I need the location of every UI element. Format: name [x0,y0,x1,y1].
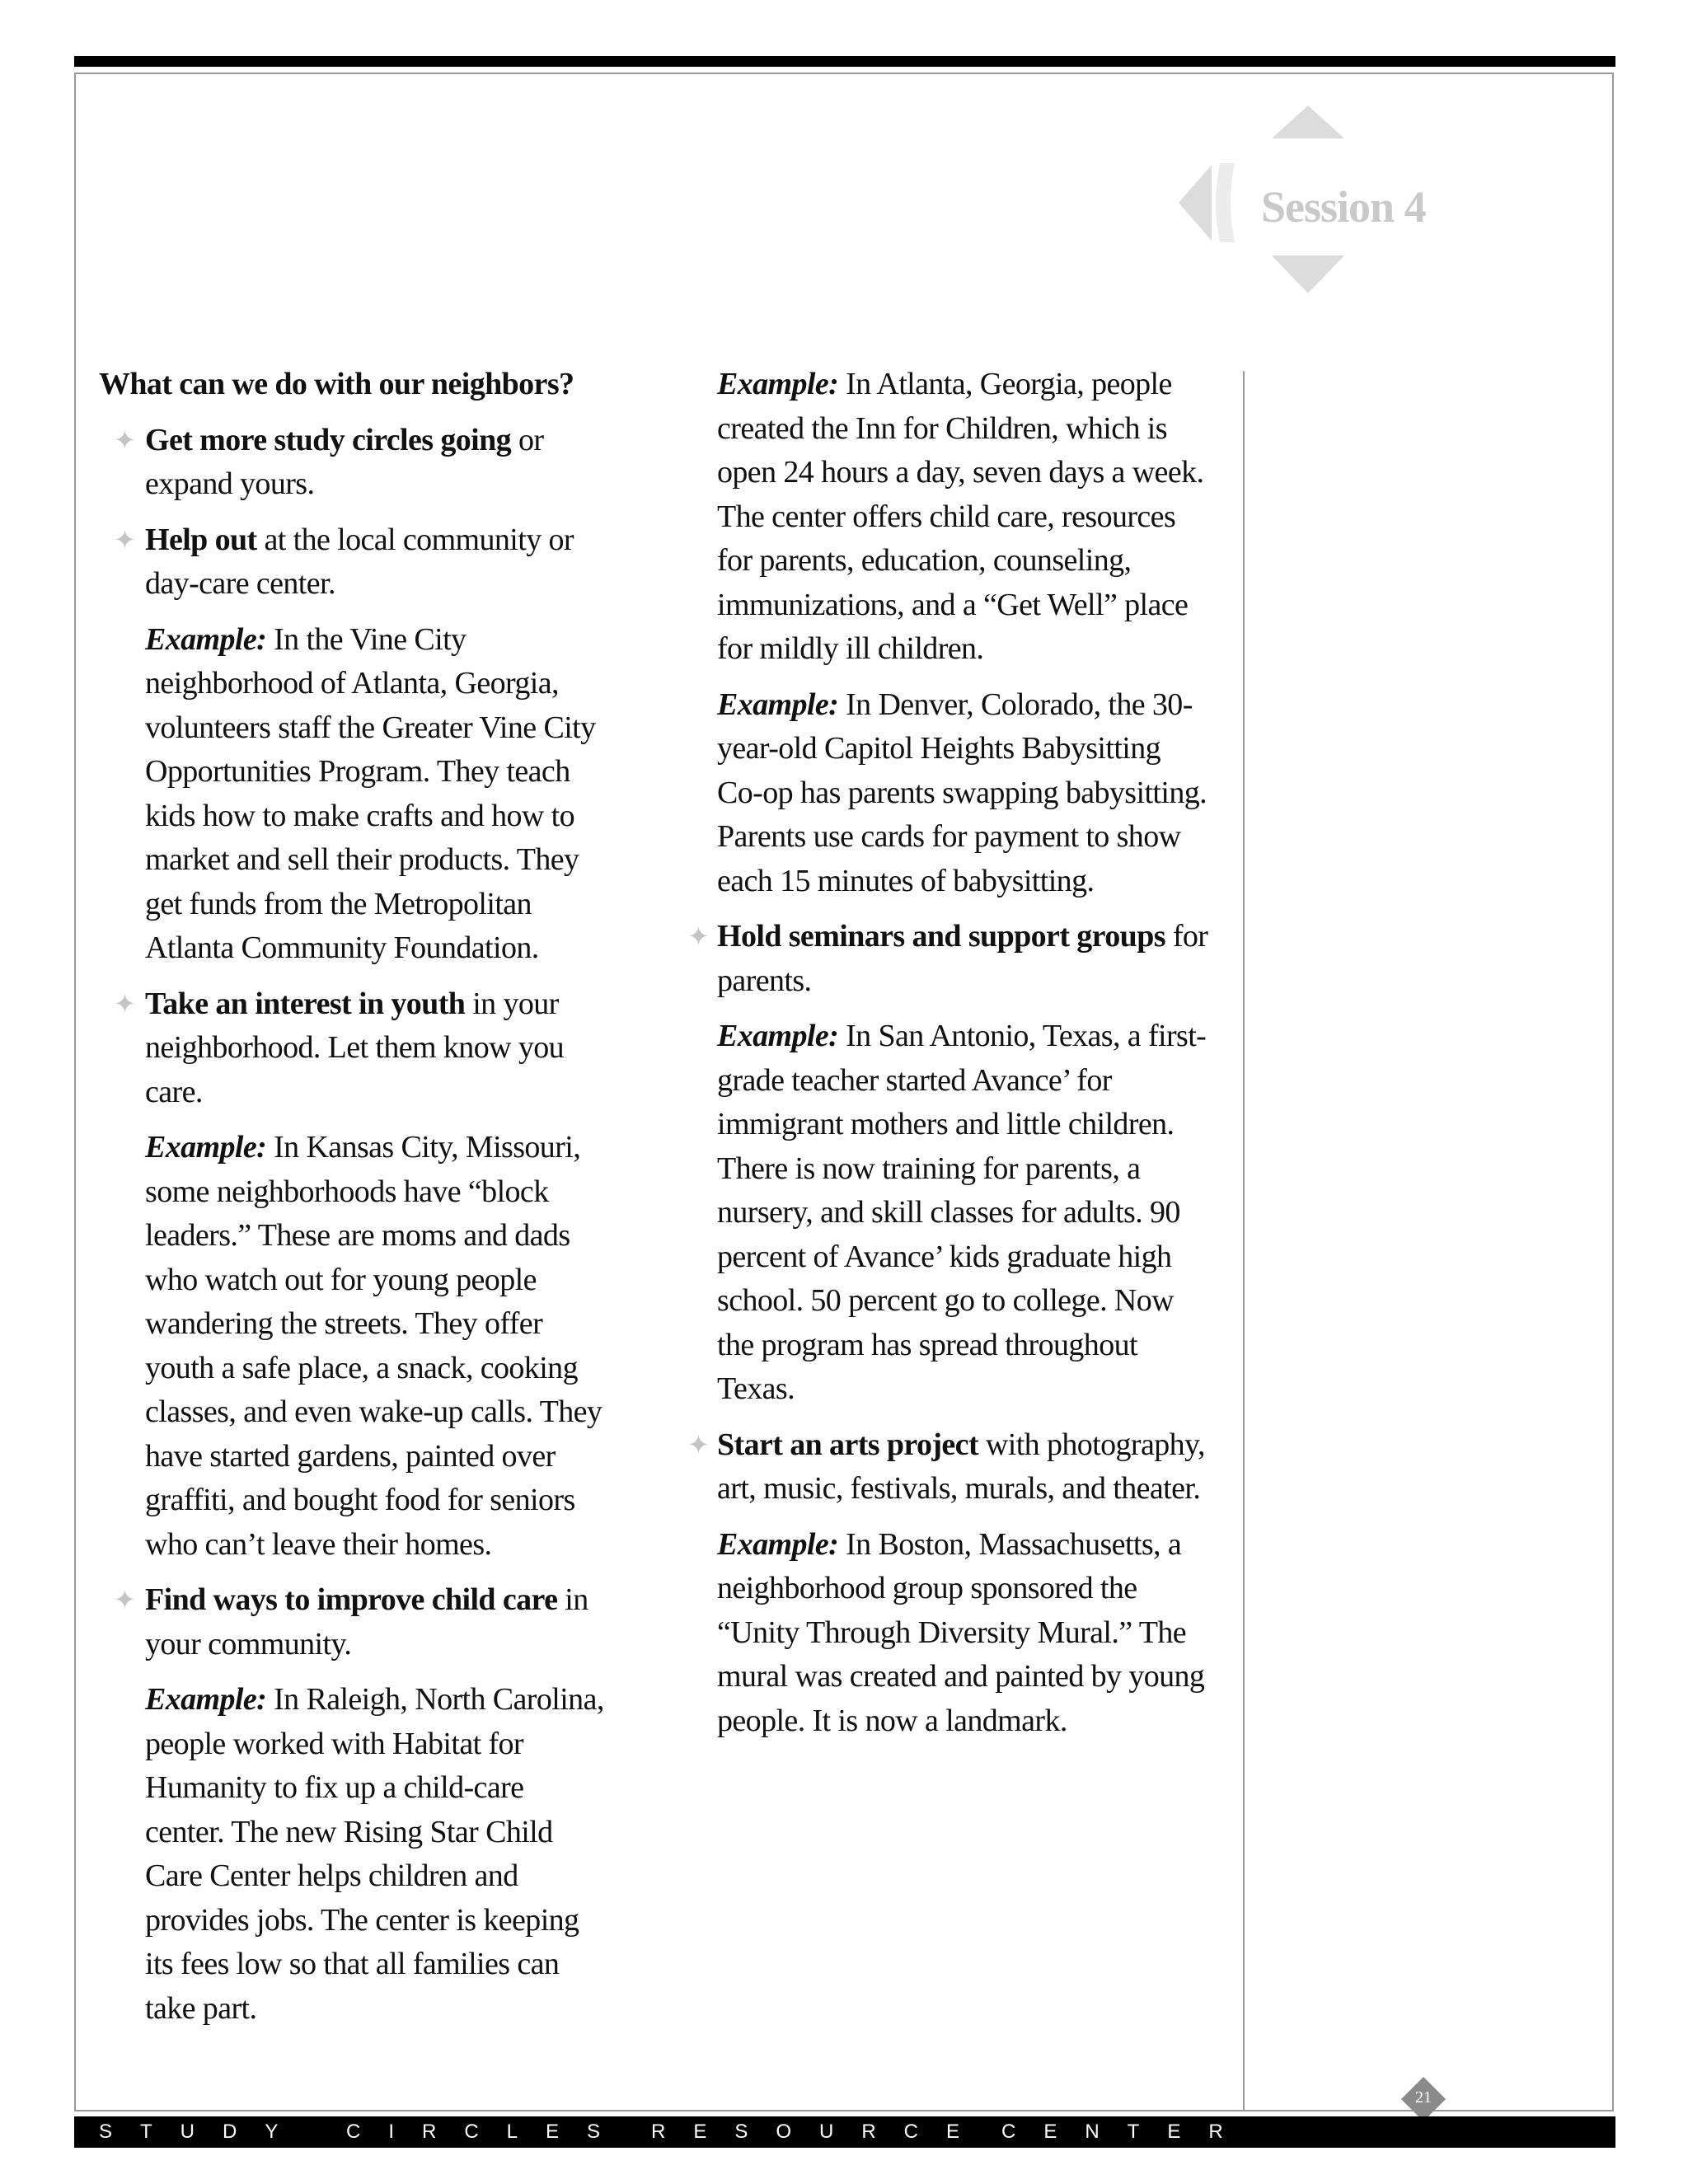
item-text: or expand yours. [145,422,544,501]
left-column [99,363,610,2042]
item-lead: Start an arts project [717,1427,979,1462]
list-item [99,419,610,507]
example-label: Example: [145,621,267,657]
page-number: 21 [1415,2088,1432,2107]
column-divider [1243,371,1245,2111]
list-item [687,915,1212,1003]
example-text: In Raleigh, North Carolina, people worked with Habitat for Humanity to fix up a child-care center. The new Rising Star Child Care Center helps children and provides jobs. The center is keeping its fees low so that all families can take part. [145,1682,604,2026]
session-badge [1179,105,1451,303]
example-label: Example: [145,1682,267,1717]
footer-word: RESOURCE [651,2121,988,2143]
diamond-bullet-icon: ✦ [114,1585,136,1615]
item-lead: Get more study circles going [145,422,512,457]
example-paragraph [717,1523,1212,1744]
item-lead: Help out [145,522,257,557]
item-text: for parents. [717,919,1208,998]
list-item [99,1578,610,1666]
diamond-bullet-icon: ✦ [687,1429,710,1460]
example-text: In San Antonio, Texas, a first-grade teacher started Avance’ for immigrant mothers and little children. There is now training for parents, a nursery, and skill classes for adults. 90 percent of Avance’ kids graduate high school. 50 percent go to college. Now the program has spread throughout Texas. [717,1019,1207,1406]
example-paragraph [717,1015,1212,1412]
diamond-bullet-icon: ✦ [114,988,136,1019]
example-paragraph [99,1678,610,2031]
example-label: Example: [145,1130,267,1165]
diamond-bullet-icon: ✦ [114,524,136,555]
list-item [99,518,610,607]
diamond-bullet-icon: ✦ [114,424,136,455]
item-lead: Take an interest in youth [145,986,466,1021]
example-label: Example: [717,687,839,722]
example-text: In Denver, Colorado, the 30-year-old Capitol Heights Babysitting Co-op has parents swapping babysitting. Parents use cards for payment to show each 15 minutes of babysitting. [717,687,1207,898]
example-paragraph [717,363,1212,672]
right-column [687,363,1212,1755]
example-text: In Kansas City, Missouri, some neighborhoods have “block leaders.” These are moms and dads who watch out for young people wandering the streets. They offer youth a safe place, a snack, cooking classes, and even wake-up calls. They have started gardens, painted over graffiti, and bought food for seniors who can’t leave their homes. [145,1130,603,1562]
example-label: Example: [717,1019,839,1053]
list-item [99,982,610,1115]
footer-word: CENTER [1001,2121,1251,2143]
example-text: In the Vine City neighborhood of Atlanta, Georgia, volunteers staff the Greater Vine City Opportunities Program. They teach kids how to make crafts and how to market and sell their products. They get funds from the Metropolitan Atlanta Community Foundation. [145,621,596,965]
example-paragraph [99,618,610,971]
item-lead: Hold seminars and support groups [717,919,1165,954]
item-lead: Find ways to improve child care [145,1582,558,1617]
example-label: Example: [717,1526,839,1562]
footer-word: STUDY [99,2121,307,2143]
example-label: Example: [717,367,839,401]
example-paragraph [99,1126,610,1567]
section-heading: What can we do with our neighbors? [99,367,574,401]
example-text: In Atlanta, Georgia, people created the Inn for Children, which is open 24 hours a day, seven days a week. The center offers child care, resources for parents, education, counseling, immunizations, and a “Get Well” place for mildly ill children. [717,367,1204,666]
example-paragraph [717,683,1212,904]
item-text: in your neighborhood. Let them know you care. [145,986,565,1109]
session-label: Session 4 [1261,182,1426,232]
example-text: In Boston, Massachusetts, a neighborhood group sponsored the “Unity Through Diversity Mural.” The mural was created and painted by young people. It is now a landmark. [717,1526,1205,1738]
list-item [687,1423,1212,1511]
top-rule [74,56,1615,67]
item-text: at the local community or day-care center. [145,522,574,601]
item-text: in your community. [145,1582,588,1661]
diamond-bullet-icon: ✦ [687,921,710,951]
page-number-badge [1401,2077,1446,2121]
item-text: with photography, art, music, festivals, murals, and theater. [717,1427,1205,1506]
footer-word: CIRCLES [346,2121,629,2143]
